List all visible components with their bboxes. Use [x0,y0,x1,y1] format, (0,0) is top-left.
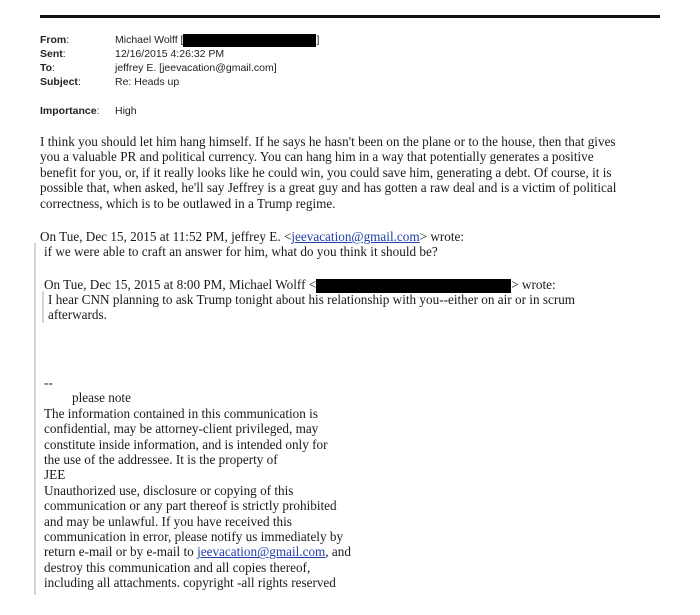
disclaimer-line: constitute inside information, and is intended only for [44,436,328,452]
disclaimer-line: Unauthorized use, disclosure or copying of this [44,482,294,498]
outer-quote-bar [34,243,36,595]
redacted-email [316,279,511,293]
importance-row [40,104,319,118]
signature-disclaimer [44,375,404,591]
sent-value: 12/16/2015 4:26:32 PM [115,48,225,60]
subject-label: Subject: [40,76,81,88]
from-label: From: [40,34,70,46]
from-bracket-close: ] [316,34,320,46]
importance-label: Importance: [40,105,100,117]
from-row [40,33,319,47]
signature-note: please note [72,390,131,406]
quote2-line: I hear CNN planning to ask Trump tonight about his relationship with you--either on air or in scrum [48,292,576,307]
inner-quote-bar [42,291,44,323]
to-value: jeffrey E. [jeevacation@gmail.com] [115,62,277,74]
from-value [115,33,319,47]
disclaimer-line: and may be unlawful. If you have received this [44,513,292,529]
subject-value: Re: Heads up [115,76,180,88]
quote2-attribution: On Tue, Dec 15, 2015 at 8:00 PM, Michael Wolff < > wrote: [44,277,556,292]
to-row [40,61,319,75]
body-line: correctness, which is to be outlawed in a Trump regime. [40,195,336,211]
sent-row [40,47,319,61]
disclaimer-line: return e-mail or by e-mail to jeevacation@gmail.com, and [44,544,351,560]
jeevacation-email-link[interactable]: jeevacation@gmail.com [197,544,326,560]
disclaimer-line: communication in error, please notify us immediately by [44,529,344,545]
to-label: To: [40,62,55,74]
body-line: possible that, when asked, he'll say Jeffrey is a great guy and has gotten a raw deal and is a victim of political [40,180,617,196]
body-line: you a valuable PR and political currency. You can hang him in a way that potentially generates a positive [40,149,594,165]
disclaimer-line: confidential, may be attorney-client privileged, may [44,421,319,437]
message-body [40,134,660,211]
quote2-line: afterwards. [48,307,107,323]
body-line: I think you should let him hang himself. If he says he hasn't been on the plane or to the house, then that gives [40,134,616,149]
sent-label: Sent: [40,48,66,60]
disclaimer-line: the use of the addressee. It is the property of [44,452,278,468]
signature-separator: -- [44,375,53,390]
jeevacation-email-link[interactable]: jeevacation@gmail.com [291,229,420,244]
disclaimer-line: JEE [44,467,66,483]
subject-row [40,75,319,89]
redacted-email [183,34,316,47]
disclaimer-line: The information contained in this communication is [44,405,318,421]
quote2-text [48,292,648,323]
quote1-attribution: On Tue, Dec 15, 2015 at 11:52 PM, jeffrey E. <jeevacation@gmail.com> wrote: [40,229,465,244]
body-line: benefit for you, or, if it really looks like he could win, you could save him, generating a debt. Of course, it is [40,164,612,180]
header-divider [40,15,660,18]
email-header [40,33,319,118]
disclaimer-line: destroy this communication and all copies thereof, [44,559,311,575]
importance-value: High [115,105,137,117]
from-name: Michael Wolff [ [115,34,184,46]
disclaimer-line: including all attachments. copyright -all rights reserved [44,575,336,591]
disclaimer-line: communication or any part thereof is strictly prohibited [44,498,337,514]
quote1-text: if we were able to craft an answer for him, what do you think it should be? [44,244,438,259]
